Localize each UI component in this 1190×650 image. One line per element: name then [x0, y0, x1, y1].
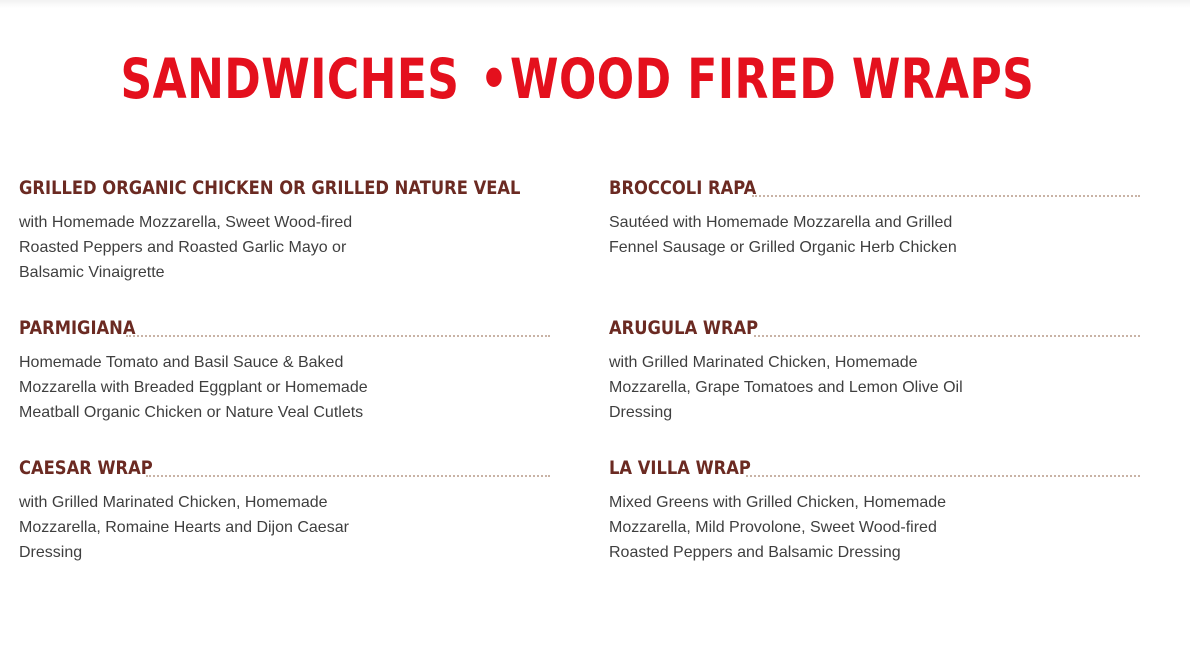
menu-item-header [609, 453, 1140, 483]
menu-item-parmigiana [19, 313, 550, 453]
menu-item-description: Mixed Greens with Grilled Chicken, Homemade Mozzarella, Mild Provolone, Sweet Wood-fired Roasted Peppers and Balsamic Dressing [609, 494, 947, 561]
menu-item-name: LA VILLA WRAP [609, 457, 751, 479]
menu-column-left [19, 173, 550, 593]
menu-item-caesar-wrap [19, 453, 550, 593]
menu-item-name: PARMIGIANA [19, 317, 136, 339]
menu-item-description: with Homemade Mozzarella, Sweet Wood-fired Roasted Peppers and Roasted Garlic Mayo or Balsamic Vinaigrette [19, 214, 353, 281]
menu-item-description: with Grilled Marinated Chicken, Homemade Mozzarella, Romaine Hearts and Dijon Caesar Dressing [19, 494, 349, 561]
leader-dots [746, 475, 1140, 477]
menu-item-header [19, 313, 550, 343]
menu-item-description: Sautéed with Homemade Mozzarella and Grilled Fennel Sausage or Grilled Organic Herb Chicken [609, 214, 957, 256]
menu-item-header [609, 173, 1140, 203]
title-bullet: • [479, 47, 509, 111]
menu-item-header [609, 313, 1140, 343]
leader-dots [146, 475, 550, 477]
section-title [115, 36, 1039, 122]
top-shadow-divider [0, 0, 1190, 8]
menu-item-grilled-chicken-or-veal [19, 173, 550, 313]
menu-item-name: GRILLED ORGANIC CHICKEN OR GRILLED NATURE VEAL [19, 177, 521, 199]
menu-item-name: CAESAR WRAP [19, 457, 153, 479]
menu-item-broccoli-rapa [609, 173, 1140, 313]
menu-column-right [609, 173, 1140, 593]
menu-item-la-villa-wrap [609, 453, 1140, 593]
menu-item-arugula-wrap [609, 313, 1140, 453]
menu-item-description: with Grilled Marinated Chicken, Homemade Mozzarella, Grape Tomatoes and Lemon Olive Oil Dressing [609, 354, 963, 421]
menu-item-header [19, 453, 550, 483]
menu-item-header [19, 173, 550, 203]
leader-dots [754, 335, 1140, 337]
leader-dots [752, 195, 1140, 197]
menu-item-name: BROCCOLI RAPA [609, 177, 757, 199]
title-wood-fired-wraps: WOOD FIRED WRAPS [510, 47, 1035, 111]
leader-dots [126, 335, 550, 337]
menu-item-description: Homemade Tomato and Basil Sauce & Baked Mozzarella with Breaded Eggplant or Homemade Meatball Organic Chicken or Nature Veal Cutlets [19, 354, 368, 421]
menu-item-name: ARUGULA WRAP [609, 317, 759, 339]
title-sandwiches: SANDWICHES [120, 47, 460, 111]
